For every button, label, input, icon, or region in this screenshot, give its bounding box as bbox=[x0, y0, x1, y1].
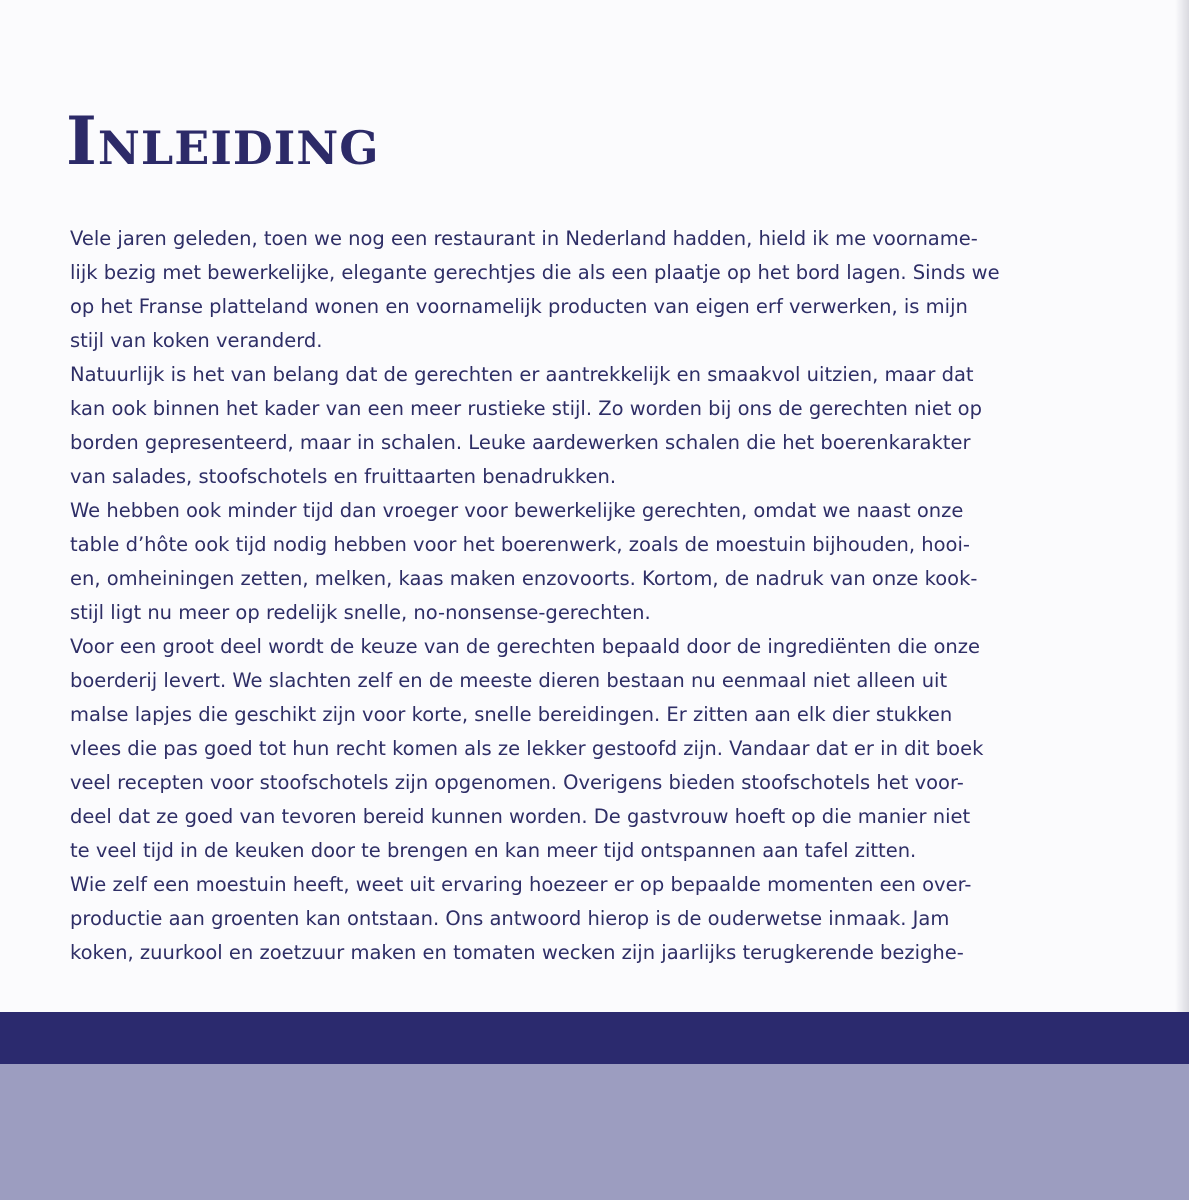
text-line: kan ook binnen het kader van een meer rustieke stijl. Zo worden bij ons de gerechten niet op bbox=[70, 397, 982, 420]
text-line: veel recepten voor stoofschotels zijn opgenomen. Overigens bieden stoofschotels het voor- bbox=[70, 771, 964, 794]
text-line: Natuurlijk is het van belang dat de gerechten er aantrekkelijk en smaakvol uitzien, maar dat bbox=[70, 363, 974, 386]
text-line: vlees die pas goed tot hun recht komen als ze lekker gestoofd zijn. Vandaar dat er in dit boek bbox=[70, 737, 984, 760]
text-line: van salades, stoofschotels en fruittaarten benadrukken. bbox=[70, 465, 617, 488]
text-line: Vele jaren geleden, toen we nog een restaurant in Nederland hadden, hield ik me voorname- bbox=[70, 227, 978, 250]
text-line: boerderij levert. We slachten zelf en de meeste dieren bestaan nu eenmaal niet alleen uit bbox=[70, 669, 948, 692]
text-line: productie aan groenten kan ontstaan. Ons antwoord hierop is de ouderwetse inmaak. Jam bbox=[70, 907, 950, 930]
text-line: op het Franse platteland wonen en voornamelijk producten van eigen erf verwerken, is mijn bbox=[70, 295, 968, 318]
footer-band-light bbox=[0, 1064, 1189, 1200]
text-line: en, omheiningen zetten, melken, kaas maken enzovoorts. Kortom, de nadruk van onze kook- bbox=[70, 567, 978, 590]
footer-band-dark bbox=[0, 1012, 1189, 1064]
text-line: lijk bezig met bewerkelijke, elegante gerechtjes die als een plaatje op het bord lagen. Sinds we bbox=[70, 261, 1000, 284]
text-line: koken, zuurkool en zoetzuur maken en tomaten wecken zijn jaarlijks terugkerende bezighe- bbox=[70, 941, 964, 964]
text-line: We hebben ook minder tijd dan vroeger voor bewerkelijke gerechten, omdat we naast onze bbox=[70, 499, 964, 522]
page-title: Inleiding bbox=[66, 102, 380, 180]
text-line: te veel tijd in de keuken door te brengen en kan meer tijd ontspannen aan tafel zitten. bbox=[70, 839, 917, 862]
text-line: Voor een groot deel wordt de keuze van de gerechten bepaald door de ingrediënten die onze bbox=[70, 635, 980, 658]
body-text bbox=[70, 222, 1082, 970]
text-line: deel dat ze goed van tevoren bereid kunnen worden. De gastvrouw hoeft op die manier niet bbox=[70, 805, 971, 828]
text-line: malse lapjes die geschikt zijn voor korte, snelle bereidingen. Er zitten aan elk dier stukken bbox=[70, 703, 953, 726]
text-line: stijl van koken veranderd. bbox=[70, 329, 323, 352]
text-line: stijl ligt nu meer op redelijk snelle, no-nonsense-gerechten. bbox=[70, 601, 651, 624]
page-edge-shadow bbox=[1175, 0, 1189, 1012]
text-line: Wie zelf een moestuin heeft, weet uit ervaring hoezeer er op bepaalde momenten een over- bbox=[70, 873, 972, 896]
text-line: borden gepresenteerd, maar in schalen. Leuke aardewerken schalen die het boerenkarakter bbox=[70, 431, 971, 454]
text-line: table d’hôte ook tijd nodig hebben voor het boerenwerk, zoals de moestuin bijhouden, hooi- bbox=[70, 533, 970, 556]
